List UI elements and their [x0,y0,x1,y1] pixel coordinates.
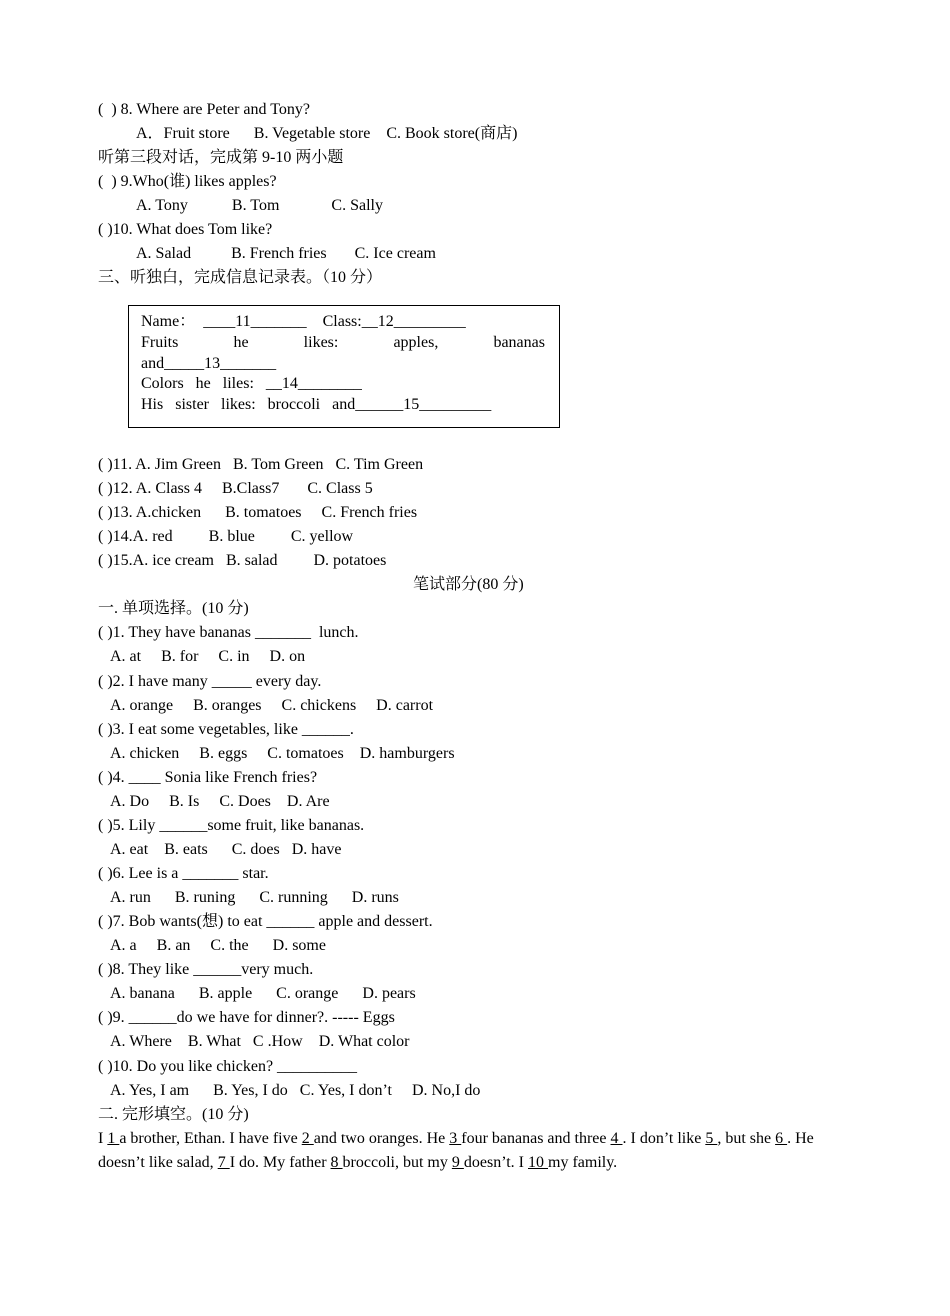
written-section-title: 笔试部分(80 分) [413,576,524,593]
cloze-blank: 9 [451,1154,464,1171]
cloze-text: . He doesn’t like salad, [98,1130,814,1171]
mc-question: ( )1. They have bananas _______ lunch. [98,624,359,641]
mc-question: ( )5. Lily ______some fruit, like bananas. [98,817,365,834]
question-14: ( )14.A. red B. blue C. yellow [98,528,354,545]
cloze-passage [98,1127,854,1175]
cloze-text: I do. My father [229,1154,331,1171]
mc-question: ( )8. They like ______very much. [98,961,314,978]
question-12: ( )12. A. Class 4 B.Class7 C. Class 5 [98,480,373,497]
table-line-and: and_____13_______ [141,355,277,372]
mc-options: A. at B. for C. in D. on [110,648,306,665]
cloze-text: doesn’t. I [463,1154,528,1171]
cloze-blank: 10 [528,1154,548,1171]
mc-options: A. Yes, I am B. Yes, I do C. Yes, I don’t D. No,I do [110,1082,481,1099]
mc-question: ( )4. ____ Sonia like French fries? [98,769,318,786]
table-word: bananas [493,334,545,351]
mc-options: A. Do B. Is C. Does D. Are [110,793,330,810]
cloze-blank: 6 [775,1130,788,1147]
question-15: ( )15.A. ice cream B. salad D. potatoes [98,552,387,569]
cloze-text: . I don’t like [622,1130,706,1147]
table-word: Fruits [141,334,179,351]
mc-question: ( )6. Lee is a _______ star. [98,865,269,882]
question-9-options: A. Tony B. Tom C. Sally [136,197,383,214]
table-line-fruits [141,333,545,353]
cloze-blank: 8 [330,1154,343,1171]
mc-question: ( )7. Bob wants(想) to eat ______ apple and dessert. [98,913,433,930]
question-10: ( )10. What does Tom like? [98,221,273,238]
question-13: ( )13. A.chicken B. tomatoes C. French fries [98,504,418,521]
cloze-text: , but she [717,1130,776,1147]
mc-options: A. banana B. apple C. orange D. pears [110,985,416,1002]
single-choice-heading: 一. 单项选择。(10 分) [98,600,249,617]
cloze-blank: 4 [610,1130,623,1147]
table-line-colors: Colors he liles: __14________ [141,375,362,392]
table-line-sister: His sister likes: broccoli and______15_________ [141,396,492,413]
cloze-text: I [98,1130,108,1147]
table-word: apples, [393,334,439,351]
cloze-text: a brother, Ethan. I have five [119,1130,302,1147]
cloze-heading: 二. 完形填空。(10 分) [98,1106,249,1123]
question-9: ( ) 9.Who(谁) likes apples? [98,173,277,190]
section-heading: 听第三段对话，完成第 9-10 两小题 [98,149,344,166]
cloze-blank: 2 [301,1130,314,1147]
mc-options: A. orange B. oranges C. chickens D. carrot [110,697,434,714]
part3-heading: 三、听独白，完成信息记录表。（10 分） [98,269,383,286]
question-8-options: A．Fruit store B. Vegetable store C. Book store(商店) [136,125,518,142]
mc-options: A. run B. runing C. running D. runs [110,889,399,906]
cloze-blank: 5 [705,1130,718,1147]
mc-question: ( )10. Do you like chicken? __________ [98,1058,358,1075]
question-8: ( ) 8. Where are Peter and Tony? [98,101,310,118]
table-word: he [233,334,249,351]
cloze-blank: 3 [449,1130,462,1147]
cloze-text: four bananas and three [461,1130,611,1147]
mc-question: ( )9. ______do we have for dinner?. ----- Eggs [98,1009,395,1026]
cloze-text: my family. [548,1154,618,1171]
cloze-blank: 1 [107,1130,120,1147]
mc-question: ( )2. I have many _____ every day. [98,673,322,690]
mc-options: A. a B. an C. the D. some [110,937,326,954]
question-11: ( )11. A. Jim Green B. Tom Green C. Tim Green [98,456,424,473]
table-line-name-class: Name： ____11_______ Class:__12_________ [141,313,466,330]
mc-question: ( )3. I eat some vegetables, like ______. [98,721,354,738]
table-word: likes: [303,334,339,351]
cloze-text: and two oranges. He [313,1130,450,1147]
mc-options: A. eat B. eats C. does D. have [110,841,342,858]
mc-options: A. chicken B. eggs C. tomatoes D. hamburgers [110,745,455,762]
cloze-blank: 7 [217,1154,230,1171]
cloze-text: broccoli, but my [342,1154,452,1171]
question-10-options: A. Salad B. French fries C. Ice cream [136,245,436,262]
mc-options: A. Where B. What C .How D. What color [110,1033,410,1050]
